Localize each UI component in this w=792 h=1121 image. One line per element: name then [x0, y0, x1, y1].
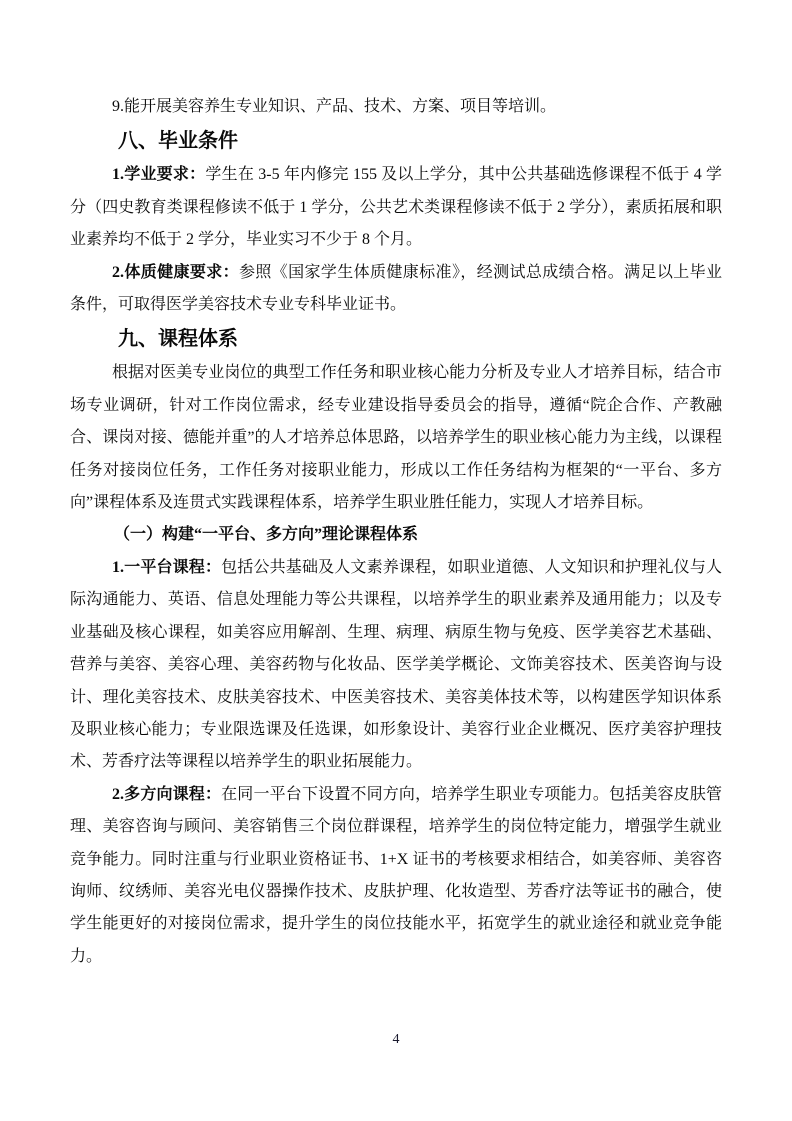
paragraph-text: 学生在 3-5 年内修完 155 及以上学分，其中公共基础选修课程不低于 4 学分（四史教育类课程修读不低于 1 学分，公共艺术类课程修读不低于 2 学分），素质拓展和职业素养均不低于 2 学分，毕业实习不少于 8 个月。	[70, 166, 722, 249]
paragraph-text: 参照《国家学生体质健康标准》，经测试总成绩合格。满足以上毕业条件，可取得医学美容技术专业专科毕业证书。	[70, 263, 722, 314]
heading-text: 九、课程体系	[118, 328, 238, 351]
subheading-theory-course-system	[70, 519, 722, 551]
heading-text: 八、毕业条件	[118, 130, 238, 153]
paragraph-academic-requirements	[70, 159, 722, 256]
paragraph-beauty-training-item-9	[70, 91, 722, 123]
document-content	[70, 91, 722, 973]
heading-graduation-requirements	[70, 123, 722, 159]
paragraph-multi-direction-courses	[70, 779, 722, 973]
paragraph-lead: 1.学业要求：	[112, 166, 206, 184]
paragraph-lead: 1.一平台课程：	[112, 558, 222, 576]
heading-course-system	[70, 321, 722, 357]
paragraph-text: 在同一平台下设置不同方向，培养学生职业专项能力。包括美容皮肤管理、美容咨询与顾问、美容销售三个岗位群课程，培养学生的岗位特定能力，增强学生就业竞争能力。同时注重与行业职业资格证书、1+X 证书的考核要求相结合，如美容师、美容咨询师、纹绣师、美容光电仪器操作技术、皮肤护理、化妆造型、芳香疗法等证书的融合，使学生能更好的对接岗位需求，提升学生的岗位技能水平，拓宽学生的就业途径和就业竞争能力。	[70, 785, 722, 965]
subheading-text: （一）构建“一平台、多方向”理论课程体系	[114, 526, 419, 544]
paragraph-text: 根据对医美专业岗位的典型工作任务和职业核心能力分析及专业人才培养目标，结合市场专业调研，针对工作岗位需求，经专业建设指导委员会的指导，遵循“院企合作、产教融合、课岗对接、德能并重”的人才培养总体思路，以培养学生的职业核心能力为主线，以课程任务对接岗位任务，工作任务对接职业能力，形成以工作任务结构为框架的“一平台、多方向”课程体系及连贯式实践课程体系，培养学生职业胜任能力，实现人才培养目标。	[70, 364, 722, 512]
paragraph-text: 包括公共基础及人文素养课程，如职业道德、人文知识和护理礼仪与人际沟通能力、英语、信息处理能力等公共课程，以培养学生的职业素养及通用能力；以及专业基础及核心课程，如美容应用解剖、生理、病理、病原生物与免疫、医学美容艺术基础、营养与美容、美容心理、美容药物与化妆品、医学美学概论、文饰美容技术、医美咨询与设计、理化美容技术、皮肤美容技术、中医美容技术、美容美体技术等，以构建医学知识体系及职业核心能力；专业限选课及任选课，如形象设计、美容行业企业概况、医疗美容护理技术、芳香疗法等课程以培养学生的职业拓展能力。	[70, 558, 722, 771]
paragraph-lead: 2.多方向课程：	[112, 785, 222, 803]
paragraph-text: 9.能开展美容养生专业知识、产品、技术、方案、项目等培训。	[112, 98, 557, 115]
paragraph-course-system-intro	[70, 357, 722, 519]
page-number: 4	[392, 1032, 400, 1047]
paragraph-one-platform-courses	[70, 552, 722, 779]
paragraph-physical-health-requirements	[70, 257, 722, 322]
paragraph-lead: 2.体质健康要求：	[112, 263, 240, 281]
